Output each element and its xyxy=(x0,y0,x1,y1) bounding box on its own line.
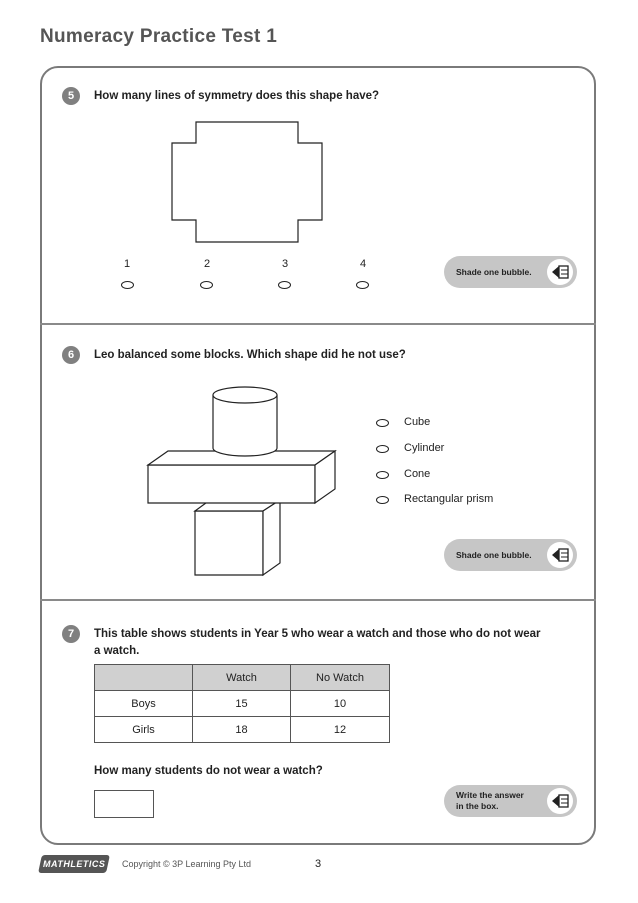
cylinder-top xyxy=(213,387,277,403)
table-cell: 10 xyxy=(291,691,390,717)
table-header-row xyxy=(95,665,390,691)
cross-shape-figure xyxy=(160,115,340,255)
table-cell: Girls xyxy=(95,717,193,743)
table-row xyxy=(95,717,390,743)
answer-bubble-4[interactable] xyxy=(356,281,369,289)
watch-table xyxy=(94,664,390,743)
question-text-continued: a watch. xyxy=(94,645,140,657)
pencil-icon xyxy=(547,788,573,814)
option-label: 2 xyxy=(203,258,211,270)
instruction-pill xyxy=(444,539,577,571)
pencil-icon xyxy=(547,542,573,568)
instruction-line: Write the answer xyxy=(456,790,524,800)
logo-text: MATHLETICS xyxy=(42,859,106,869)
table-cell: 15 xyxy=(193,691,291,717)
answer-bubble-3[interactable] xyxy=(278,281,291,289)
page-title: Numeracy Practice Test 1 xyxy=(40,26,278,47)
page-number: 3 xyxy=(315,858,322,870)
question-number-badge: 5 xyxy=(62,87,80,105)
cylinder-body xyxy=(213,395,277,456)
instruction-text: Shade one bubble. xyxy=(456,266,532,277)
section-divider xyxy=(40,323,596,325)
option-label: Cube xyxy=(404,416,431,428)
answer-input-box[interactable] xyxy=(94,790,154,818)
stacked-blocks-figure xyxy=(140,378,350,578)
answer-bubble-rectangular-prism[interactable] xyxy=(376,496,389,504)
question-prompt: How many students do not wear a watch? xyxy=(94,765,323,777)
instruction-pill xyxy=(444,785,577,817)
instruction-pill xyxy=(444,256,577,288)
mathletics-logo xyxy=(38,855,110,873)
answer-bubble-1[interactable] xyxy=(121,281,134,289)
instruction-text xyxy=(456,790,524,812)
question-number-badge: 7 xyxy=(62,625,80,643)
answer-bubble-cube[interactable] xyxy=(376,419,389,427)
answer-bubble-cone[interactable] xyxy=(376,471,389,479)
option-label: Cylinder xyxy=(404,442,445,454)
table-cell: Boys xyxy=(95,691,193,717)
pencil-icon xyxy=(547,259,573,285)
prism-front xyxy=(148,465,315,503)
instruction-text: Shade one bubble. xyxy=(456,549,532,560)
table-header-cell: Watch xyxy=(193,665,291,691)
table-row xyxy=(95,691,390,717)
question-text: How many lines of symmetry does this shape have? xyxy=(94,90,380,102)
question-number-badge: 6 xyxy=(62,346,80,364)
table-header-cell xyxy=(95,665,193,691)
answer-bubble-cylinder[interactable] xyxy=(376,445,389,453)
option-label: Cone xyxy=(404,468,431,480)
question-text: This table shows students in Year 5 who wear a watch and those who do not wear xyxy=(94,628,541,640)
table-cell: 18 xyxy=(193,717,291,743)
instruction-line: in the box. xyxy=(456,801,499,811)
table-cell: 12 xyxy=(291,717,390,743)
table-header-cell: No Watch xyxy=(291,665,390,691)
answer-bubble-2[interactable] xyxy=(200,281,213,289)
option-label: Rectangular prism xyxy=(404,493,494,505)
cube-front xyxy=(195,511,263,575)
cube-side xyxy=(263,500,280,575)
cross-shape xyxy=(172,122,322,242)
question-text: Leo balanced some blocks. Which shape did he not use? xyxy=(94,349,406,361)
copyright-text: Copyright © 3P Learning Pty Ltd xyxy=(122,859,252,869)
option-label: 3 xyxy=(281,258,289,270)
section-divider xyxy=(40,599,596,601)
option-label: 4 xyxy=(359,258,367,270)
option-label: 1 xyxy=(123,258,131,270)
